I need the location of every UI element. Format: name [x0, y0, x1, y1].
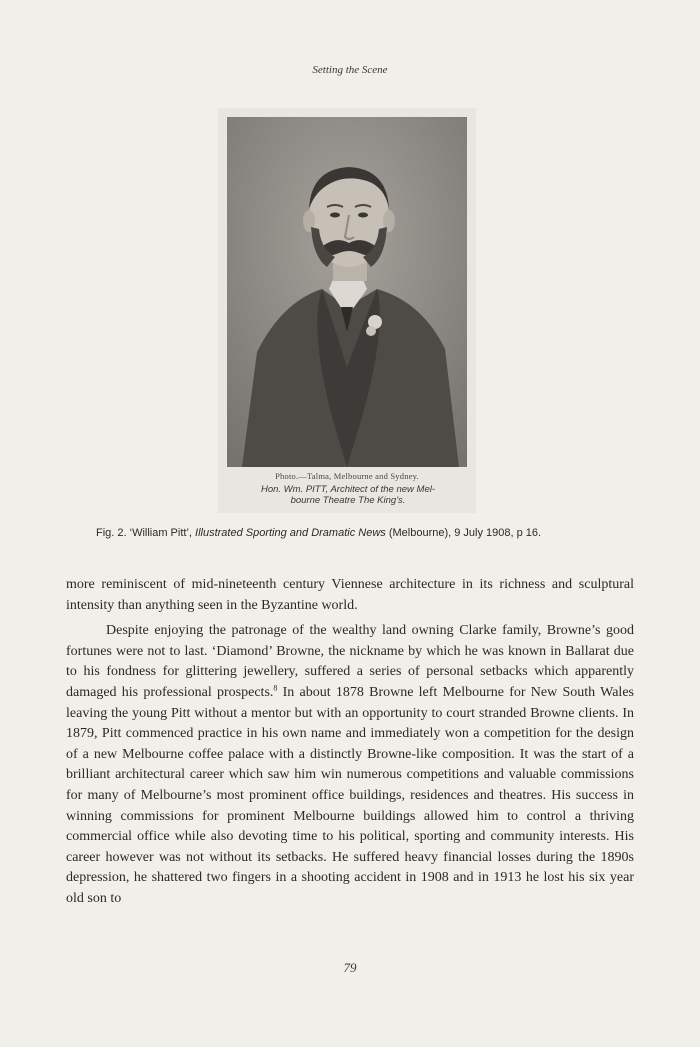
photo-caption	[228, 484, 468, 506]
caption-source: Illustrated Sporting and Dramatic News	[195, 527, 386, 539]
portrait-photo	[227, 117, 467, 467]
figure-plate	[218, 108, 476, 513]
caption-suffix: (Melbourne), 9 July 1908, p 16.	[385, 527, 542, 539]
figure-caption	[96, 527, 626, 539]
paragraph-2	[66, 621, 634, 909]
footnote-ref: 8	[273, 683, 278, 693]
page-number: 79	[343, 960, 357, 975]
paragraph-2-part-a: Despite enjoying the patronage of the wealthy land owning Clarke family, Browne’s good fortunes were not to last. ‘Diamond’ Browne, the nickname by which he was known in Ballarat due to his fondness for glittering jewellery, suffered a series of personal setbacks which apparently damaged his professional prospects.	[66, 623, 634, 700]
body-text	[66, 575, 634, 910]
photo-caption-line-2: bourne Theatre The King's.	[290, 495, 406, 506]
caption-prefix: Fig. 2. ‘William Pitt’,	[96, 527, 196, 539]
photo-caption-line-1: Hon. Wm. PITT, Architect of the new Mel-	[260, 484, 436, 495]
paragraph-2-part-b: In about 1878 Browne left Melbourne for New South Wales leaving the young Pitt without a mentor but with an opportunity to court stranded Browne clients. In 1879, Pitt commenced practice in his own name and immediately won a competition for the design of a new Melbourne coffee palace with a distinctly Browne-like composition. It was the start of a brilliant architectural career which saw him win numerous competitions and valuable commissions for many of Melbourne’s most prominent office buildings, residences and theatres. His success in winning commissions for prominent Melbourne buildings allowed him to control a thriving commercial office while also devoting time to his political, sporting and community interests. His career however was not without its setbacks. He suffered heavy financial losses during the 1890s depression, he shattered two fingers in a shooting accident in 1908 and in 1913 he lost his six year old son to	[66, 684, 634, 906]
photo-credit: Photo.—Talma, Melbourne and Sydney.	[275, 471, 419, 481]
running-head: Setting the Scene	[312, 64, 388, 76]
paragraph-1: more reminiscent of mid-nineteenth century Viennese architecture in its richness and sculptural intensity than anything seen in the Byzantine world.	[66, 577, 634, 613]
